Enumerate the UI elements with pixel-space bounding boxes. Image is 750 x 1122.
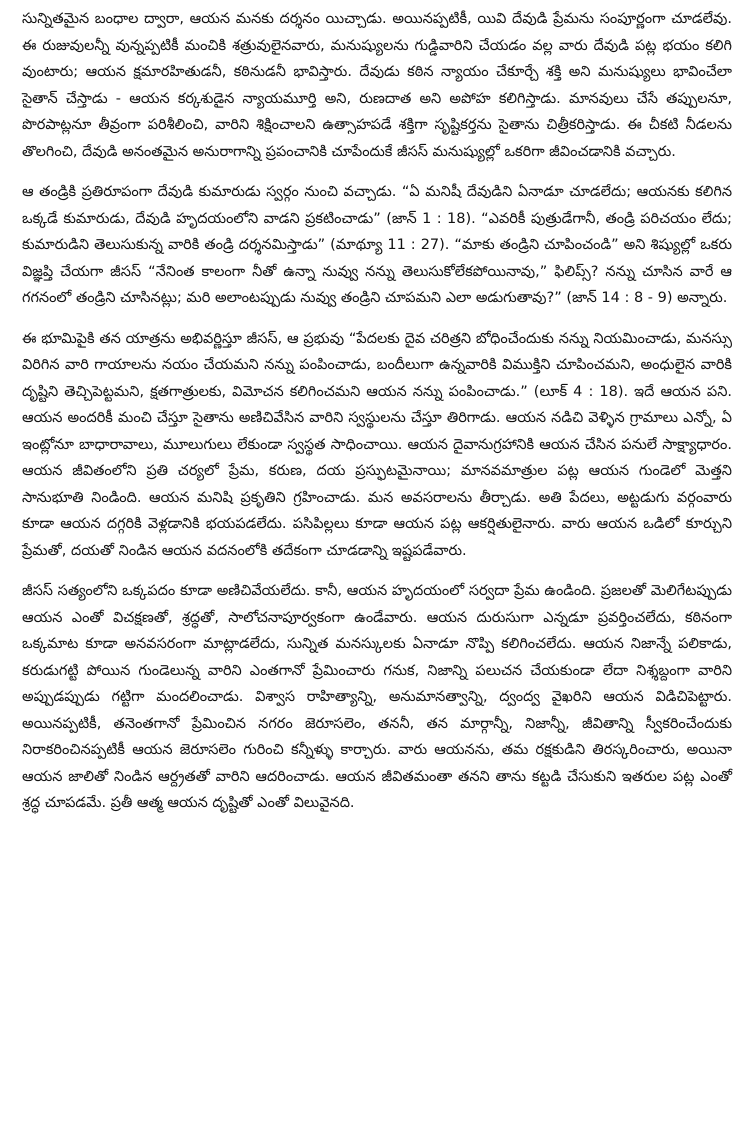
paragraph-4: జీసస్ సత్యంలోని ఒక్కపదం కూడా అణిచివేయలేదు. కానీ, ఆయన హృదయంలో సర్వదా ప్రేమ ఉండింది. ప్రజలతో మెలిగేటప్పుడు ఆయన ఎంతో విచక్షణతో, శ్రద్ధతో, సాలోచనాపూర్వకంగా ఉండేవారు. ఆయన దురుసుగా ఎన్నడూ ప్రవర్తించలేదు, కఠినంగా ఒక్కమాట కూడా అనవసరంగా మాట్లాడలేదు, సున్నిత మనస్కులకు ఏనాడూ నొప్పి కలిగించలేదు. ఆయన నిజాన్నే పలికాడు, కరుడుగట్టి పోయిన గుండెలున్న వారిని ఎంతగానో ప్రేమించారు గనుక, నిజాన్ని పలుచన చేయకుండా లేదా నిశ్శబ్దంగా వారిని అప్పుడప్పుడు గట్టిగా మందలించాడు. విశ్వాస రాహిత్యాన్ని, అనుమానత్వాన్ని, ద్వంద్వ వైఖరిని ఆయన విడిచిపెట్టారు. అయినప్పటికీ, తనెంతగానో ప్రేమించిన నగరం జెరూసలెం, తననీ, తన మార్గాన్నీ, నిజాన్నీ, జీవితాన్ని స్వీకరించేందుకు నిరాకరించినప్పటికీ ఆయన జెరూసలెం గురించి కన్నీళ్ళు కార్చారు. వారు ఆయనను, తమ రక్షకుడిని తిరస్కరించారు, అయినా ఆయన జాలితో నిండిన ఆర్ద్రతతో వారిని ఆదరించాడు. ఆయన జీవితమంతా తనని తాను కట్టడి చేసుకుని ఇతరుల పట్ల ఎంతో శ్రద్ధ చూపడమే. ప్రతీ ఆత్మ ఆయన దృష్టితో ఎంతో విలువైనది.: [22, 583, 732, 811]
paragraph-1: సున్నితమైన బంధాల ద్వారా, ఆయన మనకు దర్శనం యిచ్చాడు. అయినప్పటికీ, యివి దేవుడి ప్రేమను సంపూర్ణంగా చూడలేవు. ఈ రుజువులన్నీ వున్నప్పటికీ మంచికి శత్రువులైనవారు, మనుష్యులను గుడ్డివారిని చేయడం వల్ల వారు దేవుడి పట్ల భయం కలిగి వుంటారు; ఆయన క్షమారహితుడనీ, కఠినుడనీ భావిస్తారు. దేవుడు కఠిన న్యాయం చేకూర్చే శక్తి అని మనుష్యులు భావించేలా సైతాన్ చేస్తాడు - ఆయన కర్కశుడైన న్యాయమూర్తి అని, రుణదాత అని అపోహ కలిగిస్తాడు. మానవులు చేసే తప్పులనూ, పొరపాట్లనూ తీవ్రంగా పరిశీలించి, వారిని శిక్షించాలని ఉత్సాహపడే శక్తిగా సృష్టికర్తను సైతాను చిత్రీకరిస్తాడు. ఈ చీకటి నీడలను తొలగించి, దేవుడి అనంతమైన అనురాగాన్ని ప్రపంచానికి చూపేందుకే జీసస్ మనుష్యుల్లో ఒకరిగా జీవించడానికి వచ్చారు.: [22, 11, 732, 160]
paragraph-3: ఈ భూమిపైకి తన యాత్రను అభివర్ణిస్తూ జీసస్, ఆ ప్రభువు “పేదలకు దైవ చరిత్రని బోధించేందుకు నన్ను నియమించాడు, మనస్సు విరిగిన వారి గాయాలను నయం చేయమని నన్ను పంపించాడు, బందీలుగా ఉన్నవారికి విముక్తిని చూపించమని, అంధులైన వారికి దృష్టిని తెచ్చిపెట్టమని, క్షతగాత్రులకు, విమోచన కలిగించమని ఆయన నన్ను పంపించాడు.” (లూక్ 4 : 18). ఇదే ఆయన పని. ఆయన అందరికీ మంచి చేస్తూ సైతాను అణిచివేసిన వారిని స్వస్థులను చేస్తూ తిరిగాడు. ఆయన నడిచి వెళ్ళిన గ్రామాలు ఎన్నో, ఏ ఇంట్లోనూ బాధారావాలు, మూలుగులు లేకుండా స్వస్థత సాధించాయి. ఆయన దైవానుగ్రహానికి ఆయన చేసిన పనులే సాక్ష్యాధారం. ఆయన జీవితంలోని ప్రతి చర్యలో ప్రేమ, కరుణ, దయ ప్రస్ఫుటమైనాయి; మానవమాత్రుల పట్ల ఆయన గుండెలో మెత్తని సానుభూతి నిండింది. ఆయన మనిషి ప్రకృతిని గ్రహించాడు. మన అవసరాలను తీర్చాడు. అతి పేదలు, అట్టడుగు వర్గంవారు కూడా ఆయన దగ్గరికి వెళ్లడానికి భయపడలేదు. పసిపిల్లలు కూడా ఆయన పట్ల ఆకర్షితులైనారు. వారు ఆయన ఒడిలో కూర్చుని ప్రేమతో, దయతో నిండిన ఆయన వదనంలోకి తదేకంగా చూడడాన్ని ఇష్టపడేవారు.: [22, 330, 732, 559]
paragraph-2: ఆ తండ్రికి ప్రతిరూపంగా దేవుడి కుమారుడు స్వర్గం నుంచి వచ్చాడు. “ఏ మనిషీ దేవుడిని ఏనాడూ చూడలేదు; ఆయనకు కలిగిన ఒక్కడే కుమారుడు, దేవుడి హృదయంలోని వాడని ప్రకటించాడు” (జాన్ 1 : 18). “ఎవరికీ పుత్రుడేగానీ, తండ్రి పరిచయం లేదు; కుమారుడిని తెలుసుకున్న వారికి తండ్రి దర్శనమిస్తాడు” (మాథ్యూ 11 : 27). “మాకు తండ్రిని చూపించండి” అని శిష్యుల్లో ఒకరు విజ్ఞప్తి చేయగా జీసస్ “నేనింత కాలంగా నీతో ఉన్నా నువ్వు నన్ను తెలుసుకోలేకపోయినావు,” ఫిలిప్స్? నన్ను చూసిన వారే ఆ గగనంలో తండ్రిని చూసినట్లు; మరి అలాంటప్పుడు నువ్వు తండ్రిని చూపమని ఎలా అడుగుతావు?” (జాన్ 14 : 8 - 9) అన్నారు.: [22, 184, 732, 306]
